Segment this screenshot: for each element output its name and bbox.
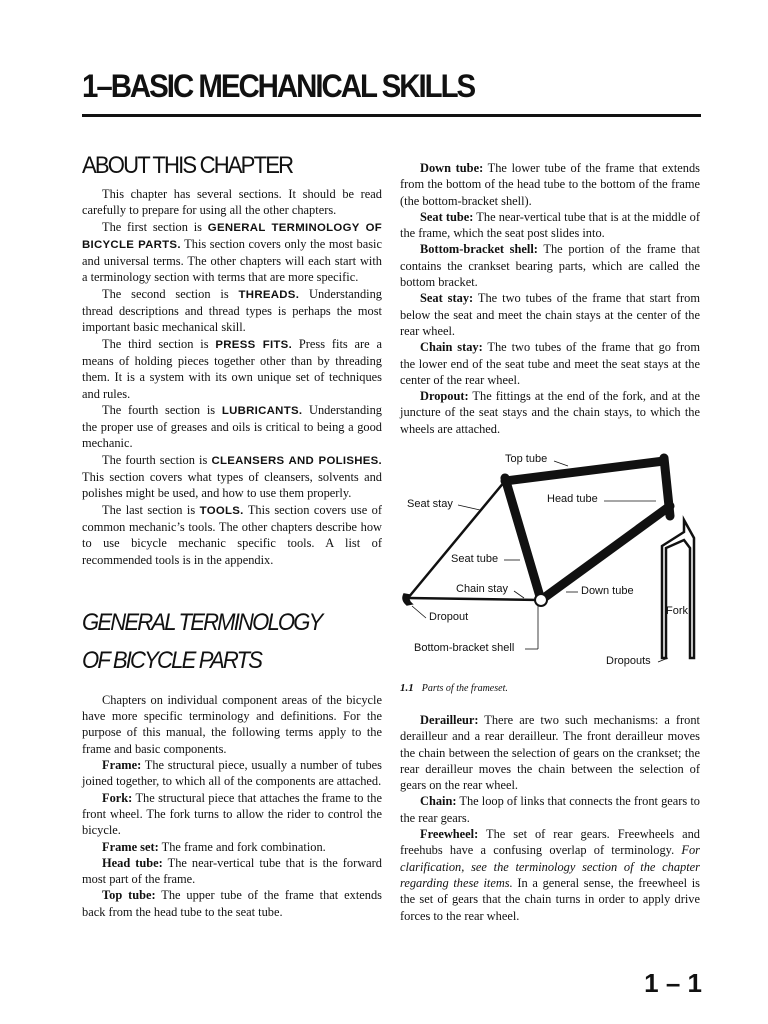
term-fork: Fork: The structural piece that attaches the frame to the front wheel. The fork turns to allow the rider to control the bicycle. — [82, 790, 382, 838]
keyword: CLEANSERS AND POLISHES. — [211, 454, 383, 467]
label-seat-stay: Seat stay — [407, 498, 453, 510]
page-number: 1 – 1 — [644, 968, 702, 998]
label-seat-tube: Seat tube — [451, 553, 499, 565]
caption-text: Parts of the frameset. — [421, 683, 508, 694]
term-chain-stay: Chain stay: The two tubes of the frame that go from the lower end of the seat tube and meet the seat stays at the center of the rear wheel. — [400, 340, 700, 387]
label-head-tube: Head tube — [547, 493, 598, 505]
about-paragraph-6: The fourth section is CLEANSERS AND POLISHES. This section covers what types of cleansers, solvents and polishes might be used, and how to use them properly. — [82, 452, 383, 501]
about-paragraph-3: The second section is THREADS. Understanding thread descriptions and thread types is perhaps the most important basic mechanical skill. — [82, 286, 382, 335]
label-fork: Fork — [666, 605, 688, 617]
label-top-tube: Top tube — [505, 453, 548, 465]
caption-number: 1.1 — [400, 682, 414, 694]
chapter-title: 1–BASIC MECHANICAL SKILLS — [82, 68, 475, 104]
about-paragraph-5: The fourth section is LUBRICANTS. Understanding the proper use of greases and oils is critical to being a good mechanic. — [82, 402, 382, 451]
leader-chain-stay — [514, 591, 524, 598]
leader-top-tube — [554, 461, 568, 466]
leader-dropout — [412, 606, 426, 618]
right-column-lower — [400, 712, 700, 924]
about-heading: ABOUT THIS CHAPTER — [82, 152, 293, 179]
keyword: TOOLS. — [199, 504, 244, 517]
label-dropouts: Dropouts — [606, 655, 651, 667]
left-column — [82, 152, 382, 920]
fork-shape — [662, 520, 694, 658]
term-derailleur: Derailleur: There are two such mechanisms: a front derailleur and a rear derailleur. The front derailleur moves the chain between the selection of gears on the crankset; the rear derailleur moves the chain between the selection of gears on the rear wheel. — [400, 713, 700, 793]
label-dropout: Dropout — [429, 611, 469, 623]
general-heading-line2: OF BICYCLE PARTS — [82, 646, 262, 674]
label-bb-shell: Bottom-bracket shell — [414, 642, 515, 654]
keyword: LUBRICANTS. — [221, 404, 303, 417]
term-frame: Frame: The structural piece, usually a number of tubes joined together, to which all of the components are attached. — [82, 758, 382, 789]
title-rule — [82, 114, 701, 117]
about-paragraph-2: The first section is GENERAL TERMINOLOGY OF BICYCLE PARTS. This section covers only the most basic and universal terms. The other chapters will each start with a terminology section with terms that are more specific. — [82, 219, 382, 285]
term-bottom-bracket-shell: Bottom-bracket shell: The portion of the frame that contains the crankset bearing parts, which are called the bottom bracket. — [400, 242, 700, 290]
term-top-tube: Top tube: The upper tube of the frame that extends back from the head tube to the seat tube. — [82, 888, 382, 919]
term-seat-stay: Seat stay: The two tubes of the frame that start from below the seat and meet the chain stays at the center of the rear wheel. — [400, 291, 700, 338]
seat-tube-line — [505, 478, 541, 600]
frameset-figure — [398, 448, 708, 680]
term-freewheel: Freewheel: The set of rear gears. Freewheels and freehubs have a confusing overlap of terminology. For clarification, see the terminology section of the chapter regarding these items. In a general sense, the freewheel is the set of gears that the chain turns in order to apply drive forces to the rear wheel. — [400, 827, 700, 923]
term-head-tube: Head tube: The near-vertical tube that is the forward most part of the frame. — [82, 855, 383, 887]
about-paragraph-4: The third section is PRESS FITS. Press fits are a means of holding pieces together other than by threading them. It is a system with its own unique set of techniques and rules. — [82, 336, 383, 401]
bottom-bracket-circle — [535, 594, 547, 606]
term-chain: Chain: The loop of links that connects the front gears to the rear gears. — [400, 794, 700, 825]
label-down-tube: Down tube — [581, 585, 634, 597]
about-paragraph-1: This chapter has several sections. It should be read carefully to prepare for using all the other chapters. — [82, 187, 382, 218]
term-seat-tube: Seat tube: The near-vertical tube that is at the middle of the frame, which the seat post slides into. — [400, 209, 700, 241]
right-column — [400, 160, 700, 437]
term-frame-set: Frame set: The frame and fork combination. — [102, 839, 326, 854]
chain-stay-line — [408, 598, 541, 600]
term-dropout: Dropout: The fittings at the end of the fork, and at the juncture of the seat stays and the chain stays, to which the wheels are attached. — [400, 389, 700, 436]
leader-seat-stay — [458, 505, 480, 510]
general-heading-line1: GENERAL TERMINOLOGY — [82, 608, 322, 636]
label-chain-stay: Chain stay — [456, 583, 508, 595]
keyword: GENERAL TERMINOLOGY OF BICYCLE PARTS. — [82, 221, 382, 251]
keyword: PRESS FITS. — [215, 338, 293, 351]
about-paragraph-7: The last section is TOOLS. This section covers use of common mechanic’s tools. The other chapters describe how to use bicycle mechanic specific tools. A list of recommended tools is in the appendix. — [82, 502, 382, 567]
figure-caption — [400, 682, 508, 694]
term-down-tube: Down tube: The lower tube of the frame that extends from the bottom of the head tube to the bottom of the frame (the bottom-bracket shell). — [400, 161, 700, 208]
general-intro: Chapters on individual component areas of the bicycle have more specific terminology and definitions. For the purpose of this manual, the following terms apply to the frame and basic components. — [82, 692, 382, 756]
keyword: THREADS. — [238, 288, 300, 301]
